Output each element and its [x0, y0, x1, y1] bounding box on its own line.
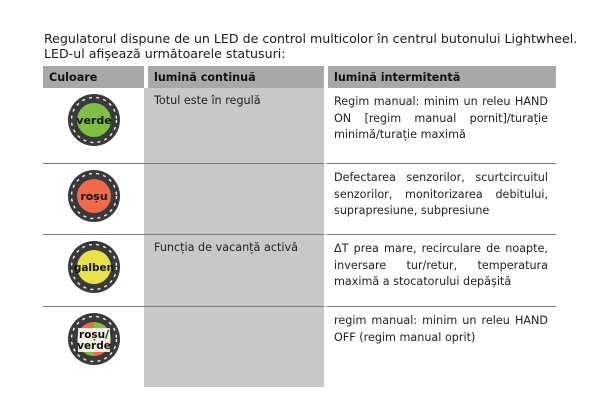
- flashing-cell: Defectarea senzorilor, scurtcircuitul senzorilor, monitorizarea debitului, suprapresiune, subpresiune: [334, 171, 548, 217]
- table-row: [43, 235, 556, 306]
- flashing-cell: Regim manual: minim un releu HAND ON [regim manual pornit]/turație minimă/turație maximă: [334, 95, 548, 141]
- led-cell: [43, 164, 144, 234]
- header-continuous: lumină continuă: [144, 66, 324, 88]
- led-cell: [43, 307, 144, 387]
- led-label: verde: [75, 114, 112, 127]
- header-color: Culoare: [43, 66, 144, 88]
- led-cell: [43, 88, 144, 163]
- led-green-icon: [66, 92, 122, 148]
- led-label: galben: [73, 262, 114, 274]
- table-row: [43, 307, 556, 387]
- led-red-green-icon: [66, 311, 122, 367]
- led-label-line-2: verde: [76, 340, 111, 352]
- continuous-cell: [144, 307, 324, 387]
- led-cell: [43, 235, 144, 306]
- led-yellow-icon: [66, 239, 122, 295]
- flashing-cell: regim manual: minim un releu HAND OFF (regim manual oprit): [334, 314, 548, 344]
- intro-line-1: Regulatorul dispune de un LED de control multicolor în centrul butonului Lightwheel.: [44, 31, 578, 46]
- intro-line-2: LED-ul afișează următoarele statusuri:: [44, 46, 286, 61]
- continuous-cell: Totul este în regulă: [144, 88, 324, 163]
- table-row: [43, 88, 556, 163]
- table-row: [43, 164, 556, 234]
- continuous-cell: [144, 164, 324, 234]
- led-label: roșu: [79, 190, 108, 203]
- led-red-icon: [66, 168, 122, 224]
- header-flashing: lumină intermitentă: [324, 66, 556, 88]
- led-status-table: [43, 66, 556, 387]
- flashing-cell: ΔT prea mare, recirculare de noapte, inversare tur/retur, temperatura maximă a stocatorului depășită: [334, 242, 548, 288]
- intro-text: [44, 31, 584, 61]
- continuous-cell: Funcția de vacanță activă: [144, 235, 324, 306]
- led-label-line-1: roșu/: [78, 329, 109, 341]
